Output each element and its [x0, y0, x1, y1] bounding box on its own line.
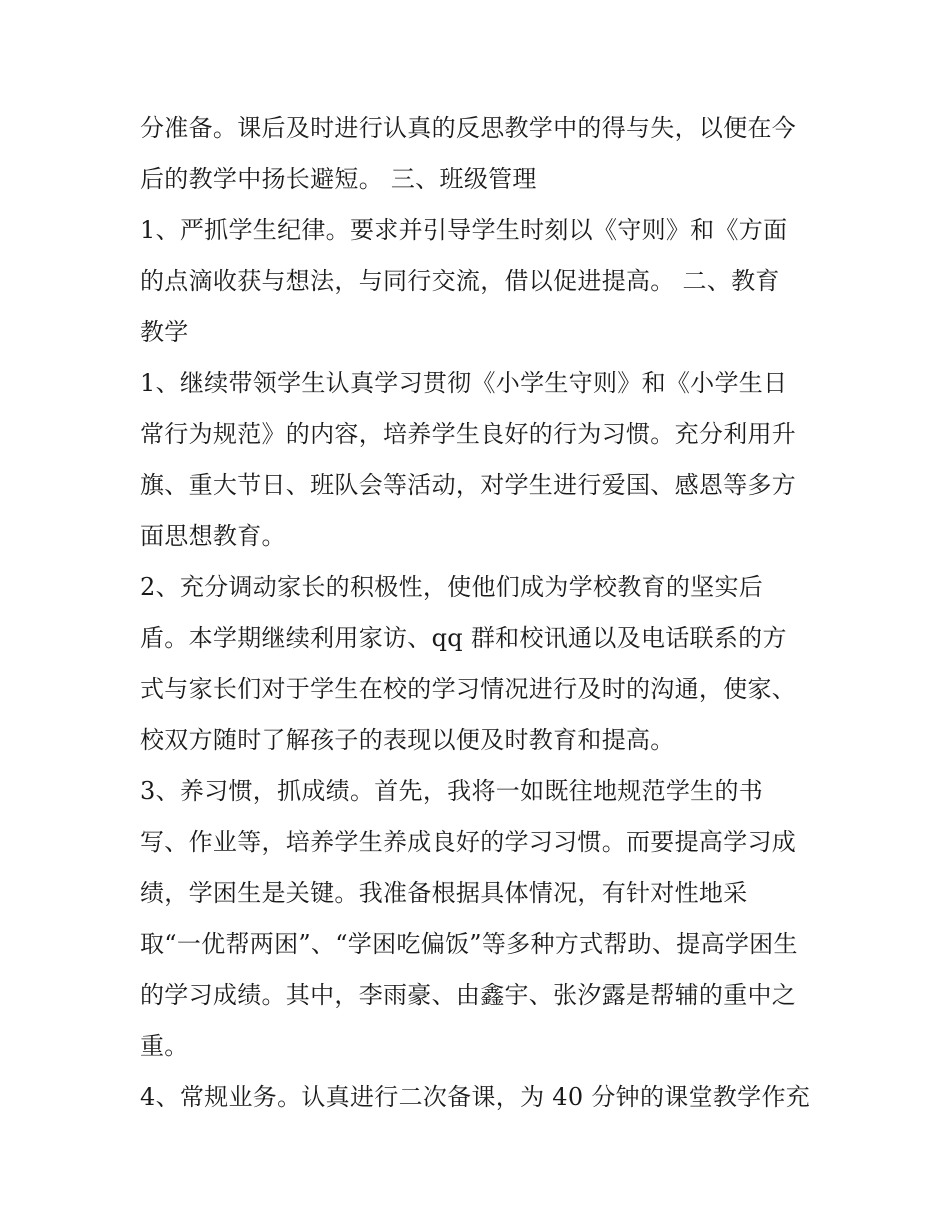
text-line: 取“一优帮两困”、“学困吃偏饭”等多种方式帮助、提高学困生 — [140, 930, 798, 958]
text-line: 式与家长们对于学生在校的学习情况进行及时的沟通，使家、 — [140, 675, 797, 703]
text-line: 面思想教育。 — [140, 522, 286, 550]
text-line: 常行为规范》的内容，培养学生良好的行为习惯。充分利用升 — [140, 420, 797, 448]
body-text — [140, 103, 820, 1123]
text-line: 教学 — [140, 318, 189, 346]
text-line: 旗、重大节日、班队会等活动，对学生进行爱国、感恩等多方 — [140, 471, 797, 499]
text-line: 绩，学困生是关键。我准备根据具体情况，有针对性地采 — [140, 879, 748, 907]
text-line: 1、继续带领学生认真学习贯彻《小学生守则》和《小学生日 — [140, 369, 788, 397]
text-line: 校双方随时了解孩子的表现以便及时教育和提高。 — [140, 726, 675, 754]
text-line: 4、常规业务。认真进行二次备课，为 40 分钟的课堂教学作充 — [140, 1083, 811, 1111]
text-line: 盾。本学期继续利用家访、qq 群和校讯通以及电话联系的方 — [140, 624, 787, 652]
text-line: 的学习成绩。其中，李雨豪、由鑫宇、张汐露是帮辅的重中之 — [140, 981, 797, 1009]
text-line: 3、养习惯，抓成绩。首先，我将一如既往地规范学生的书 — [140, 777, 764, 805]
text-line: 分准备。课后及时进行认真的反思教学中的得与失，以便在今 — [140, 114, 797, 142]
text-line: 后的教学中扬长避短。 三、班级管理 — [140, 165, 537, 193]
text-line: 的点滴收获与想法，与同行交流，借以促进提高。 二、教育 — [140, 267, 780, 295]
text-line: 2、充分调动家长的积极性，使他们成为学校教育的坚实后 — [140, 573, 764, 601]
text-line: 重。 — [140, 1032, 189, 1060]
text-line: 1、严抓学生纪律。要求并引导学生时刻以《守则》和《方面 — [140, 216, 788, 244]
text-line: 写、作业等，培养学生养成良好的学习习惯。而要提高学习成 — [140, 828, 797, 856]
